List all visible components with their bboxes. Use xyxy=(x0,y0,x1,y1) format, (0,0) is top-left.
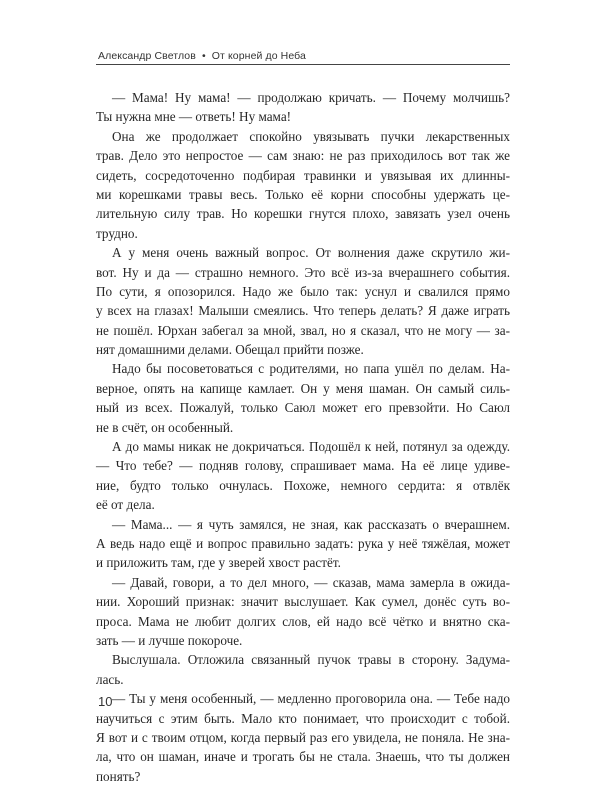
text-line: не пошёл. Юрхан забегал за мной, звал, но я сказал, что не могу — за- xyxy=(96,322,510,338)
text-line: А у меня очень важный вопрос. От волнения даже скрутило жи- xyxy=(112,245,510,261)
paragraph xyxy=(96,573,510,651)
text-line: нии. Хороший признак: значит выслушает. Как сумел, донёс суть во- xyxy=(96,594,510,610)
text-line: зать — и лучше покороче. xyxy=(96,632,243,648)
paragraph xyxy=(96,689,510,786)
text-line: трав. Дело это непростое — сам знаю: не раз приходилось вот так же xyxy=(96,148,510,164)
text-line: Я вот и с твоим отцом, когда первый раз его увидела, не поняла. Не зна- xyxy=(96,729,510,745)
text-line: у всех на глазах! Малыши смеялись. Что теперь делать? Я даже играть xyxy=(96,303,510,319)
text-line: — Мама... — я чуть замялся, не зная, как рассказать о вчерашнем. xyxy=(112,516,510,532)
text-line: верное, опять на капище камлает. Он у меня шаман. Он самый силь- xyxy=(96,380,510,396)
paragraph xyxy=(96,515,510,573)
paragraph xyxy=(96,359,510,437)
text-line: сидеть, сосредоточенно подбирая травинки и увязывая их длинны- xyxy=(96,167,510,183)
paragraph xyxy=(96,127,510,243)
text-line: Она же продолжает спокойно увязывать пучки лекарственных xyxy=(112,128,510,144)
paragraph xyxy=(96,437,510,515)
paragraph xyxy=(96,243,510,359)
text-line: По сути, я опозорился. Надо же было так: уснул и свалился прямо xyxy=(96,283,510,299)
text-line: научиться с этим быть. Мало кто понимает, что происходит с тобой. xyxy=(96,710,510,726)
text-line: её от дела. xyxy=(96,497,155,513)
text-line: трудно. xyxy=(96,225,138,241)
text-line: нят домашними делами. Обещал прийти позже. xyxy=(96,342,364,358)
text-line: ный из всех. Пожалуй, только Саюл может его превзойти. Но Саюл xyxy=(96,400,510,416)
text-line: Выслушала. Отложила связанный пучок травы в сторону. Задума- xyxy=(112,652,510,668)
text-line: — Давай, говори, а то дел много, — сказав, мама замерла в ожида- xyxy=(112,574,510,590)
text-line: Надо бы посоветоваться с родителями, но папа ушёл по делам. На- xyxy=(112,361,510,377)
running-head xyxy=(98,50,306,62)
paragraph xyxy=(96,650,510,689)
text-line: проса. Мама не любит долгих слов, ей надо всё чётко и внятно ска- xyxy=(96,613,510,629)
text-line: А до мамы никак не докричаться. Подошёл к ней, потянул за одежду. xyxy=(112,439,510,455)
text-line: ла, что он шаман, иначе и трогать бы не стала. Знаешь, что ты должен xyxy=(96,749,510,765)
text-line: лась. xyxy=(96,671,124,687)
text-line: не в счёт, он особенный. xyxy=(96,419,234,435)
running-head-title: От корней до Неба xyxy=(211,50,306,62)
text-line: лительную силу трав. Но корешки гнутся плохо, завязать узел очень xyxy=(96,206,510,222)
text-line: А ведь надо ещё и вопрос правильно задать: рука у неё тяжёлая, может xyxy=(96,535,510,551)
text-line: — Что тебе? — подняв голову, спрашивает мама. На её лице удиве- xyxy=(96,458,510,474)
running-head-author: Александр Светлов xyxy=(98,50,196,62)
text-line: — Ты у меня особенный, — медленно проговорила она. — Тебе надо xyxy=(112,691,510,707)
body-text xyxy=(96,88,510,786)
text-line: и приложить там, где у зверей хвост растёт. xyxy=(96,555,341,571)
text-line: ми корешками травы весь. Только её корни способны удержать це- xyxy=(96,186,510,202)
text-line: Ты нужна мне — ответь! Ну мама! xyxy=(96,109,292,125)
text-line: — Мама! Ну мама! — продолжаю кричать. — Почему молчишь? xyxy=(112,90,510,105)
header-rule xyxy=(96,64,510,65)
text-line: ние, будто только очнулась. Похоже, немного сердита: я отвлёк xyxy=(96,477,510,493)
paragraph xyxy=(96,88,510,127)
text-line: понять? xyxy=(96,768,141,784)
page-number: 10 xyxy=(98,694,113,709)
text-line: вот. Ну и да — страшно немного. Это всё из-за вчерашнего события. xyxy=(96,264,510,280)
running-head-separator: • xyxy=(201,50,206,62)
